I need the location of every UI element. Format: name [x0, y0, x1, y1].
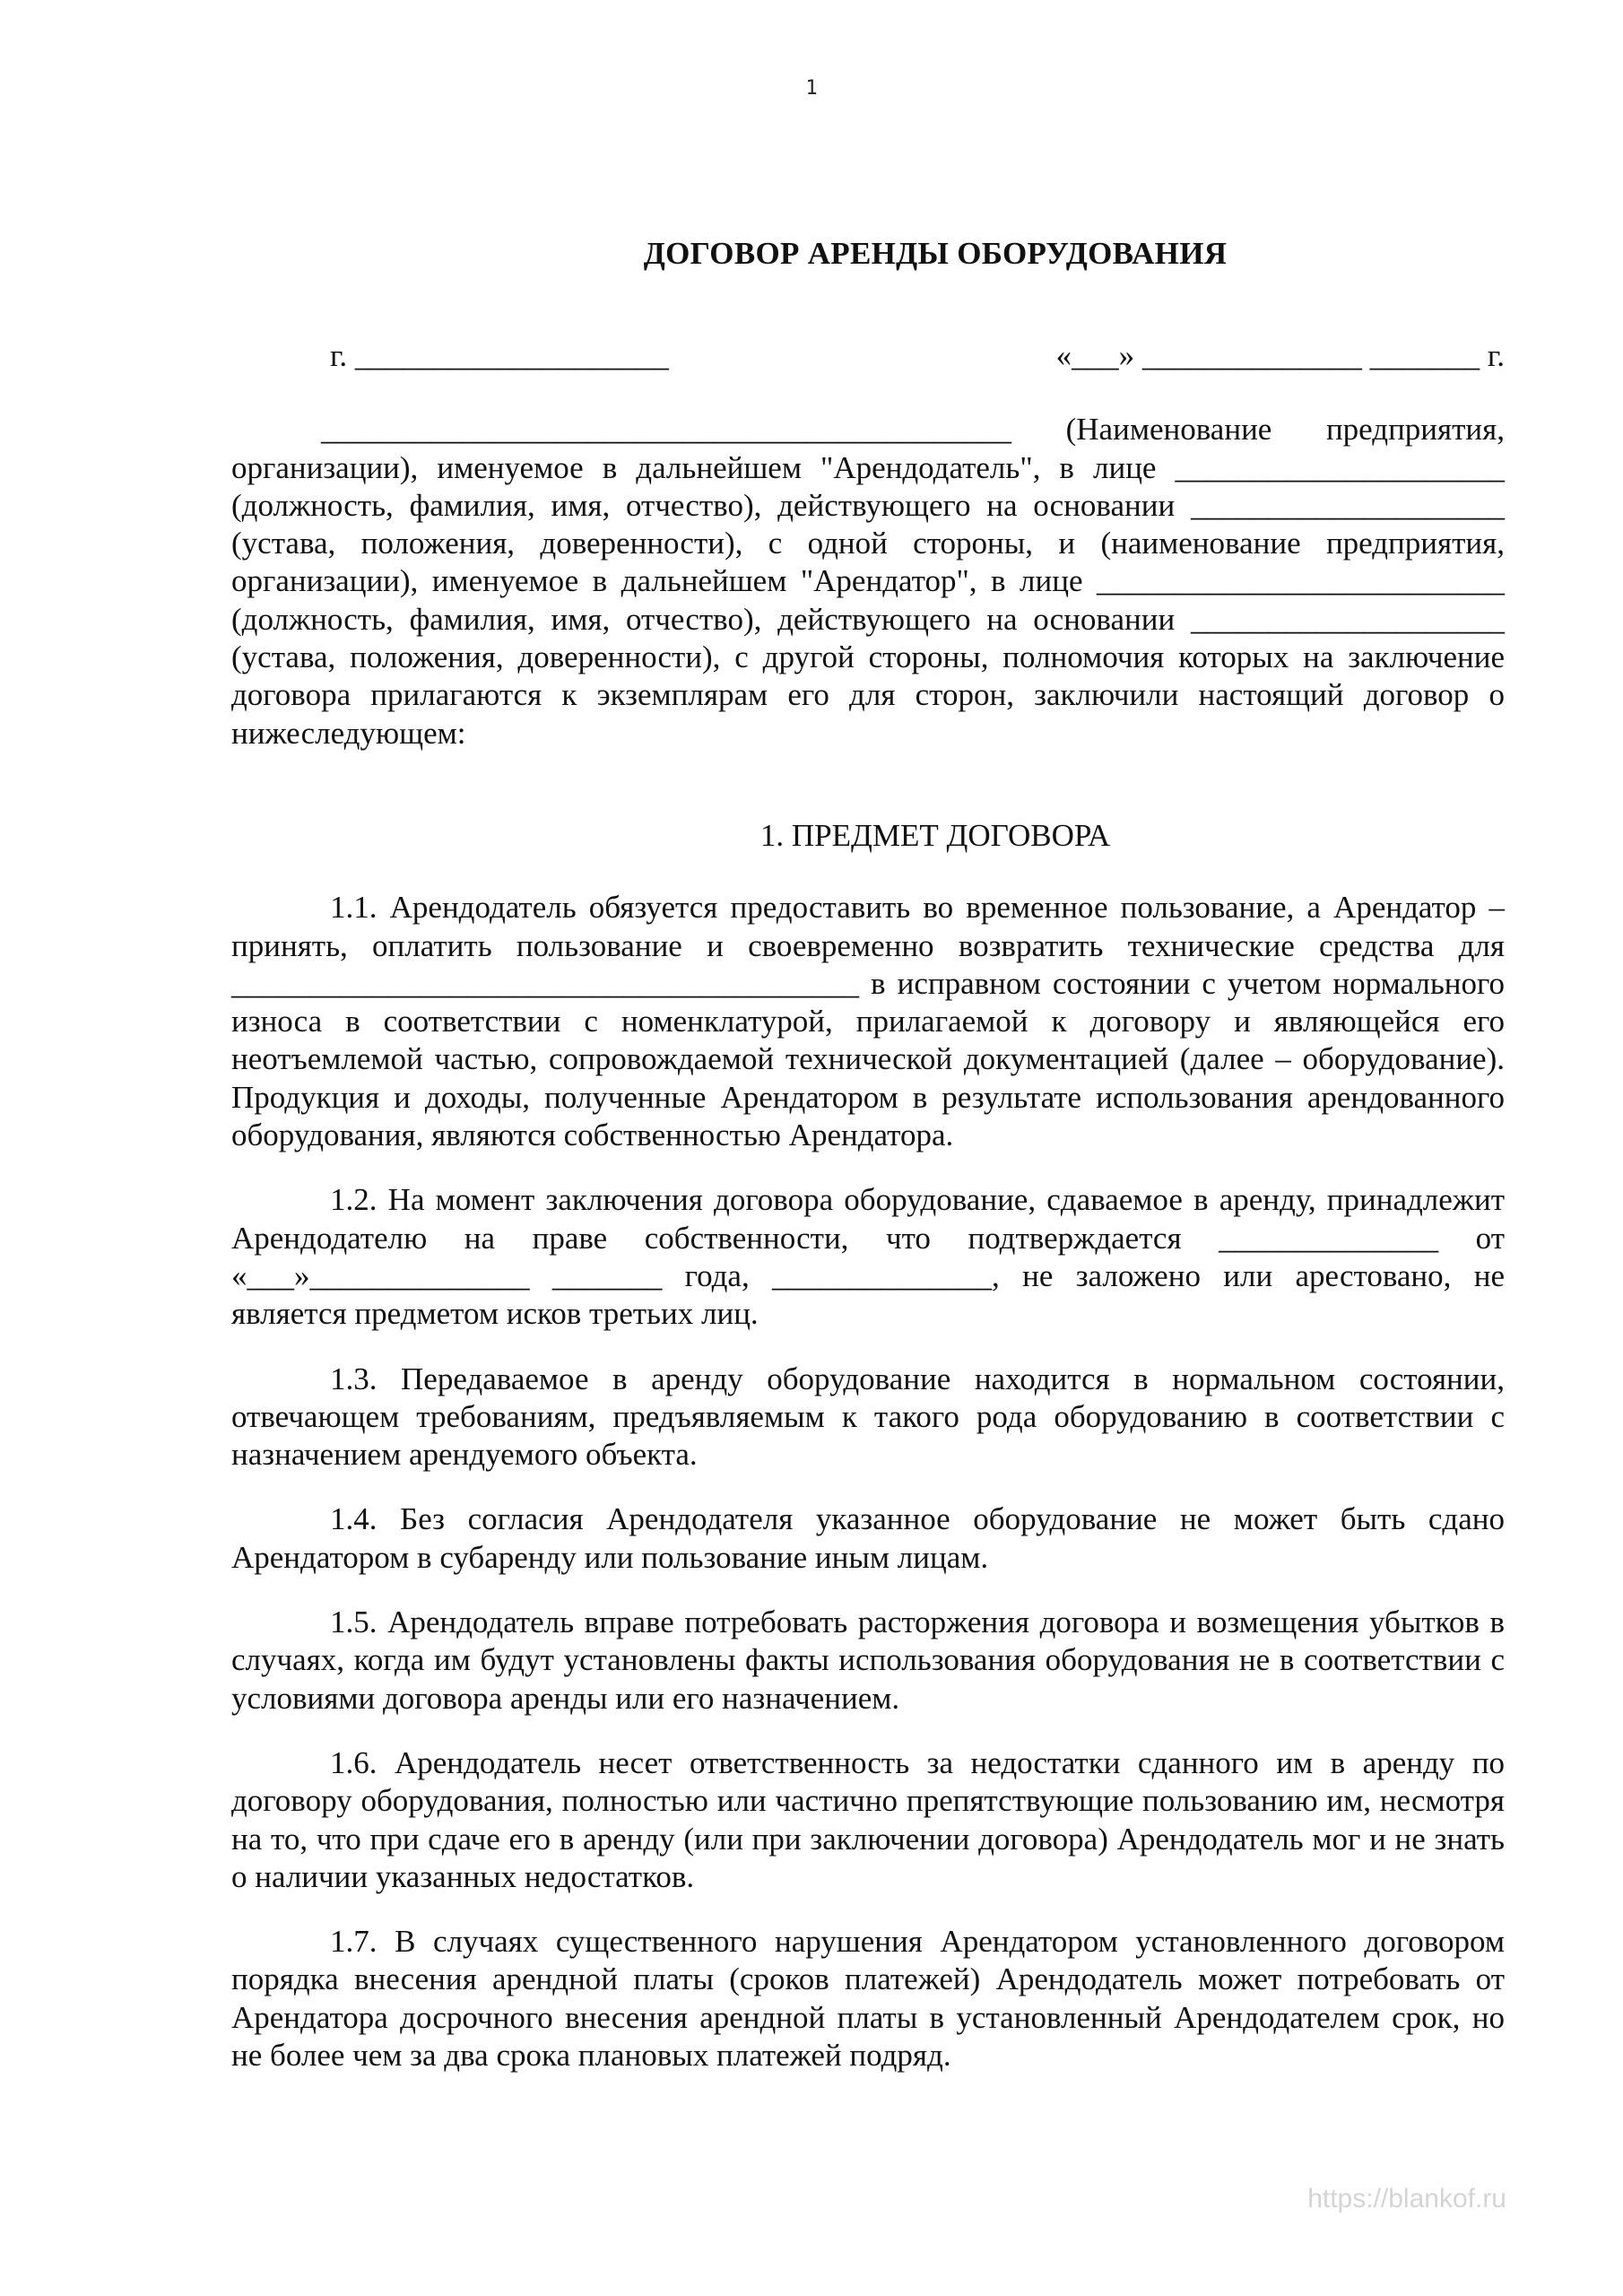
- place-field: г. ____________________: [330, 338, 669, 374]
- section-title: 1. ПРЕДМЕТ ДОГОВОРА: [759, 817, 1111, 853]
- clause-1-1: 1.1. Арендодатель обязуется предоставить во временное пользование, а Арендатор – принять, оплатить пользование и своевременно возвратить технические средства для ________________________________________ в исправном состоянии с учетом нормального износа в соответствии с номенклатурой, прилагаемой к договору и являющейся его неотъемлемой частью, сопровождаемой технической документацией (далее – оборудование). Продукция и доходы, полученные Арендатором в результате использования арендованного оборудования, являются собственностью Арендатора.: [231, 890, 1505, 1153]
- clause-1-5: 1.5. Арендодатель вправе потребовать расторжения договора и возмещения убытков в случаях, когда им будут установлены факты использования оборудования не в соответствии с условиями договора аренды или его назначением.: [231, 1605, 1505, 1716]
- page-number: 1: [805, 77, 818, 100]
- watermark-url: https://blankof.ru: [1307, 2184, 1506, 2213]
- clause-1-2: 1.2. На момент заключения договора оборудование, сдаваемое в аренду, принадлежит Арендодателю на праве собственности, что подтверждается ______________ от «___»______________ _______ года, ______________, не заложено или арестовано, не является предметом исков третьих лиц.: [231, 1182, 1505, 1332]
- clause-1-6: 1.6. Арендодатель несет ответственность за недостатки сданного им в аренду по договору оборудования, полностью или частично препятствующие пользованию им, несмотря на то, что при сдаче его в аренду (или при заключении договора) Арендодатель мог и не знать о наличии указанных недостатков.: [231, 1744, 1505, 1894]
- document-body: [231, 235, 1505, 2101]
- clause-1-3: 1.3. Передаваемое в аренду оборудование находится в нормальном состоянии, отвечающем требованиям, предъявляемым к такого рода оборудованию в соответствии с назначением арендуемого объекта.: [231, 1361, 1505, 1473]
- place-date-row: [231, 337, 1505, 375]
- preamble: ____________________________________________ (Наименование предприятия, организации), именуемое в дальнейшем "Арендодатель", в лице _____________________ (должность, фамилия, имя, отчество), действующего на основании ____________________ (устава, положения, доверенности), с одной стороны, и (наименование предприятия, организации), именуемое в дальнейшем "Арендатор", в лице __________________________ (должность, фамилия, имя, отчество), действующего на основании ____________________ (устава, положения, доверенности), с другой стороны, полномочия которых на заключение договора прилагаются к экземплярам его для сторон, заключили настоящий договор о нижеследующем:: [231, 412, 1505, 751]
- document-title: ДОГОВОР АРЕНДЫ ОБОРУДОВАНИЯ: [643, 236, 1228, 271]
- clause-1-7: 1.7. В случаях существенного нарушения Арендатором установленного договором порядка внесения арендной платы (сроков платежей) Арендодатель может потребовать от Арендатора досрочного внесения арендной платы в установленный Арендодателем срок, но не более чем за два срока плановых платежей подряд.: [231, 1924, 1505, 2073]
- clause-1-4: 1.4. Без согласия Арендодателя указанное оборудование не может быть сдано Арендатором в субаренду или пользование иным лицам.: [231, 1501, 1505, 1575]
- date-field: «___» ______________ _______ г.: [1055, 338, 1505, 374]
